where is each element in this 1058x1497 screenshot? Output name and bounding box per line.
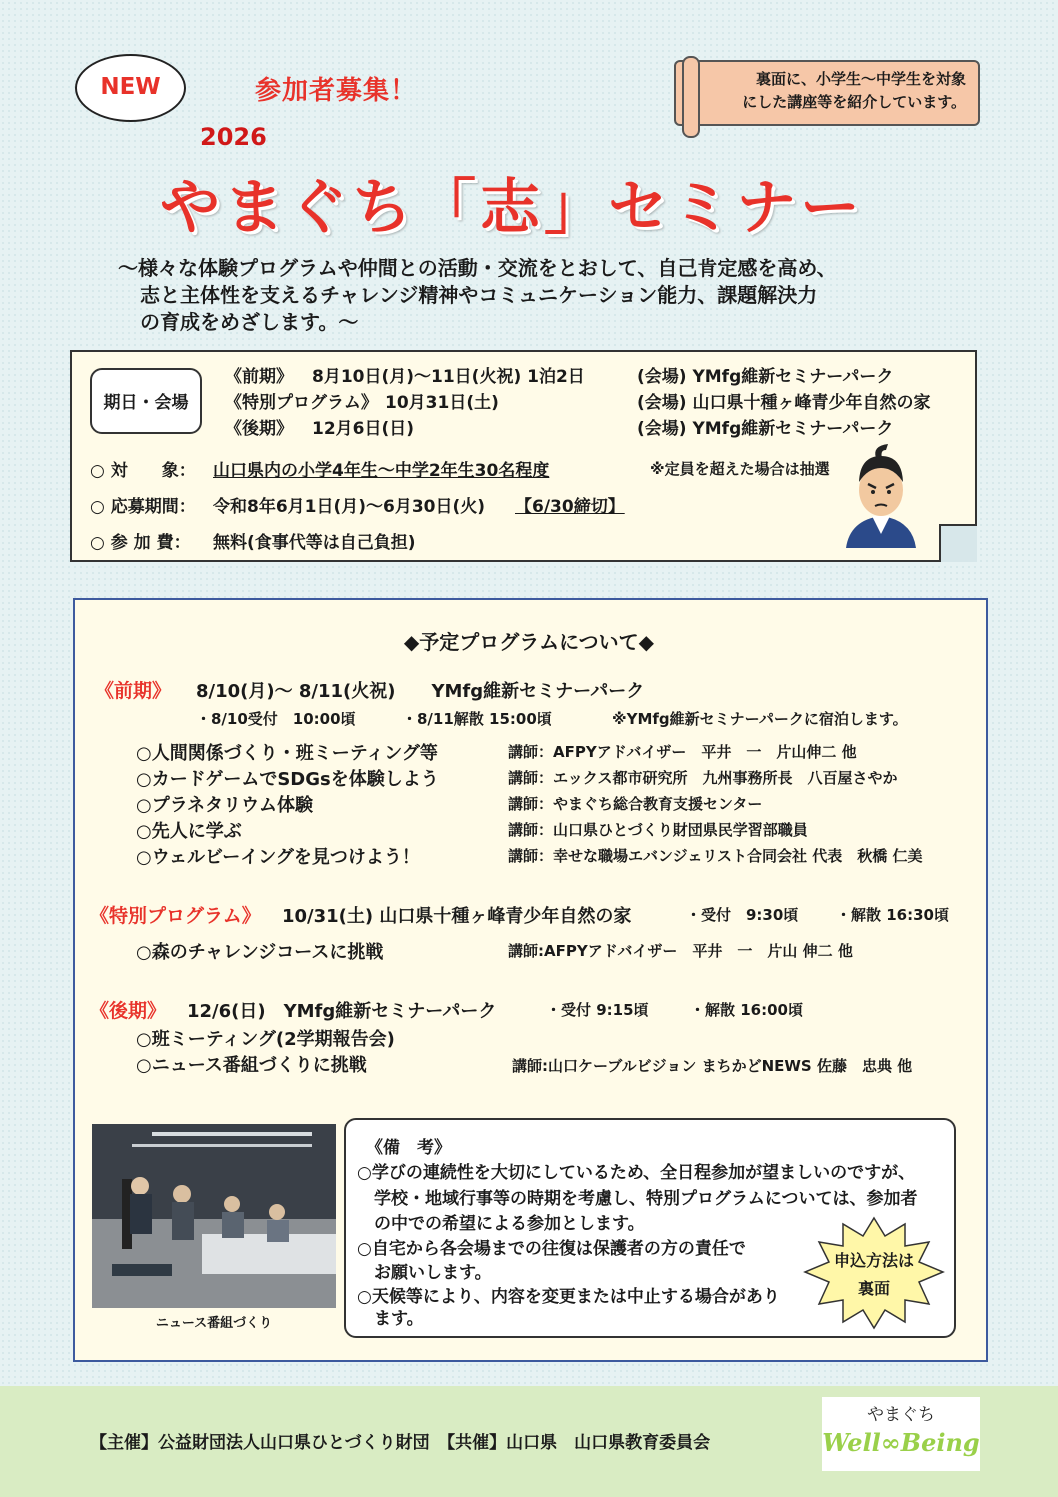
photo-scene	[92, 1124, 336, 1308]
schedule-term: 《特別プログラム》	[225, 393, 378, 413]
second-term-head: 12/6(日) YMfg維新セミナーパーク	[187, 1001, 497, 1022]
schedule-venue: (会場) YMfg維新セミナーパーク	[637, 419, 894, 439]
back-page-note-line1: 裏面に、小学生～中学生を対象	[755, 70, 966, 88]
starburst-icon	[801, 1214, 947, 1332]
program-lecturer: 講師：幸せな職場エバンジェリスト合同会社 代表 秋橋 仁美	[508, 847, 923, 865]
period-label: ○ 応募期間：	[90, 497, 196, 517]
special-reception: ・受付 9:30頃	[686, 906, 799, 924]
notes-line: ○学びの連続性を大切にしているため、全日程参加が望ましいのですが、	[357, 1163, 916, 1183]
apply-method-line2: 裏面	[857, 1279, 890, 1298]
photo-caption: ニュース番組づくり	[155, 1316, 273, 1331]
year: 2026	[200, 123, 267, 151]
program-item: ○先人に学ぶ	[136, 821, 242, 842]
second-item: ○ニュース番組づくりに挑戦	[136, 1055, 367, 1076]
first-term-tag: 《前期》	[95, 680, 172, 702]
notes-line: お願いします。	[357, 1263, 492, 1283]
program-lecturer: 講師：エックス都市研究所 九州事務所長 八百屋さやか	[508, 769, 898, 787]
news-workshop-photo	[92, 1124, 336, 1308]
schedule-term: 《前期》	[225, 367, 293, 387]
new-badge: NEW	[75, 54, 186, 122]
samurai-illustration	[842, 442, 920, 548]
schedule-date: 10月31日(土)	[385, 393, 499, 413]
schedule-label: 期日・会場	[90, 368, 202, 434]
notes-line: 学校・地域行事等の時期を考慮し、特別プログラムについては、参加者	[357, 1189, 918, 1209]
lead-line: 志と主体性を支えるチャレンジ精神やコミュニケーション能力、課題解決力	[140, 283, 818, 307]
program-item: ○ウェルビーイングを見つけよう！	[136, 847, 420, 868]
notes-line: の中での希望による参加とします。	[357, 1214, 645, 1234]
logo-top-text: やまぐち	[867, 1405, 935, 1425]
special-item: ○森のチャレンジコースに挑戦	[136, 942, 384, 963]
target-note: ※定員を超えた場合は抽選	[650, 460, 830, 478]
notes-line: ○自宅から各会場までの往復は保護者の方の責任で	[357, 1239, 746, 1259]
special-head: 10/31(土) 山口県十種ヶ峰青少年自然の家	[282, 906, 632, 927]
logo-main-text: Well∞Being	[822, 1428, 980, 1457]
notes-title: 《備 考》	[366, 1138, 451, 1158]
program-item: ○プラネタリウム体験	[136, 795, 313, 816]
target-value: 山口県内の小学4年生～中学2年生30名程度	[213, 461, 550, 481]
schedule-venue: (会場) 山口県十種ヶ峰青少年自然の家	[637, 393, 931, 413]
second-term-tag: 《後期》	[90, 1000, 167, 1022]
schedule-venue: (会場) YMfg維新セミナーパーク	[637, 367, 894, 387]
schedule-term: 《後期》	[225, 419, 293, 439]
schedule-date: 8月10日(月)～11日(火祝) 1泊2日	[312, 367, 585, 387]
notes-line: ます。	[357, 1309, 424, 1329]
second-item: ○班ミーティング(2学期報告会)	[136, 1029, 395, 1050]
second-lecturer: 講師:山口ケーブルビジョン まちかどNEWS 佐藤 忠典 他	[512, 1057, 913, 1075]
recruit-heading: 参加者募集！	[255, 76, 418, 106]
program-lecturer: 講師：やまぐち総合教育支援センター	[508, 795, 763, 813]
fee-label: ○ 参 加 費：	[90, 533, 191, 553]
apply-method-badge	[801, 1214, 947, 1332]
special-tag: 《特別プログラム》	[90, 905, 261, 927]
organizers: 【主催】公益財団法人山口県ひとづくり財団 【共催】山口県 山口県教育委員会	[90, 1433, 711, 1453]
program-item: ○カードゲームでSDGsを体験しよう	[136, 769, 439, 790]
back-page-note-line2: にした講座等を紹介しています。	[742, 93, 966, 111]
special-dismiss: ・解散 16:30頃	[836, 906, 949, 924]
apply-method-line1: 申込方法は	[833, 1251, 914, 1270]
program-lecturer: 講師：山口県ひとづくり財団県民学習部職員	[508, 821, 808, 839]
second-dismiss: ・解散 16:00頃	[690, 1001, 803, 1019]
program-title: ◆予定プログラムについて◆	[403, 630, 655, 654]
first-reception: ・8/10受付 10:00頃	[196, 710, 356, 728]
program-item: ○人間関係づくり・班ミーティング等	[136, 743, 438, 764]
program-lecturer: 講師：AFPYアドバイザー 平井 一 片山伸二 他	[508, 743, 857, 761]
period-value: 令和8年6月1日(月)～6月30日(火)	[213, 497, 486, 517]
first-term-head: 8/10(月)～ 8/11(火祝) YMfg維新セミナーパーク	[196, 681, 645, 702]
deadline: 【6/30締切】	[515, 497, 625, 517]
lead-text	[118, 255, 948, 336]
page-title: やまぐち「志」セミナー	[160, 173, 864, 243]
second-reception: ・受付 9:15頃	[546, 1001, 649, 1019]
special-lecturer: 講師:AFPYアドバイザー 平井 一 片山 伸二 他	[508, 942, 853, 960]
lead-line: の育成をめざします。～	[140, 310, 359, 334]
lead-line: ～様々な体験プログラムや仲間との活動・交流をとおして、自己肯定感を高め、	[118, 256, 837, 280]
notes-line: ○天候等により、内容を変更または中止する場合があり	[357, 1287, 780, 1307]
back-page-note	[674, 60, 980, 126]
schedule-date: 12月6日(日)	[312, 419, 415, 439]
first-dismiss: ・8/11解散 15:00頃	[402, 710, 552, 728]
target-label: ○ 対 象：	[90, 461, 196, 481]
fee-value: 無料(食事代等は自己負担)	[213, 533, 416, 553]
first-stay-note: ※YMfg維新セミナーパークに宿泊します。	[612, 710, 908, 728]
